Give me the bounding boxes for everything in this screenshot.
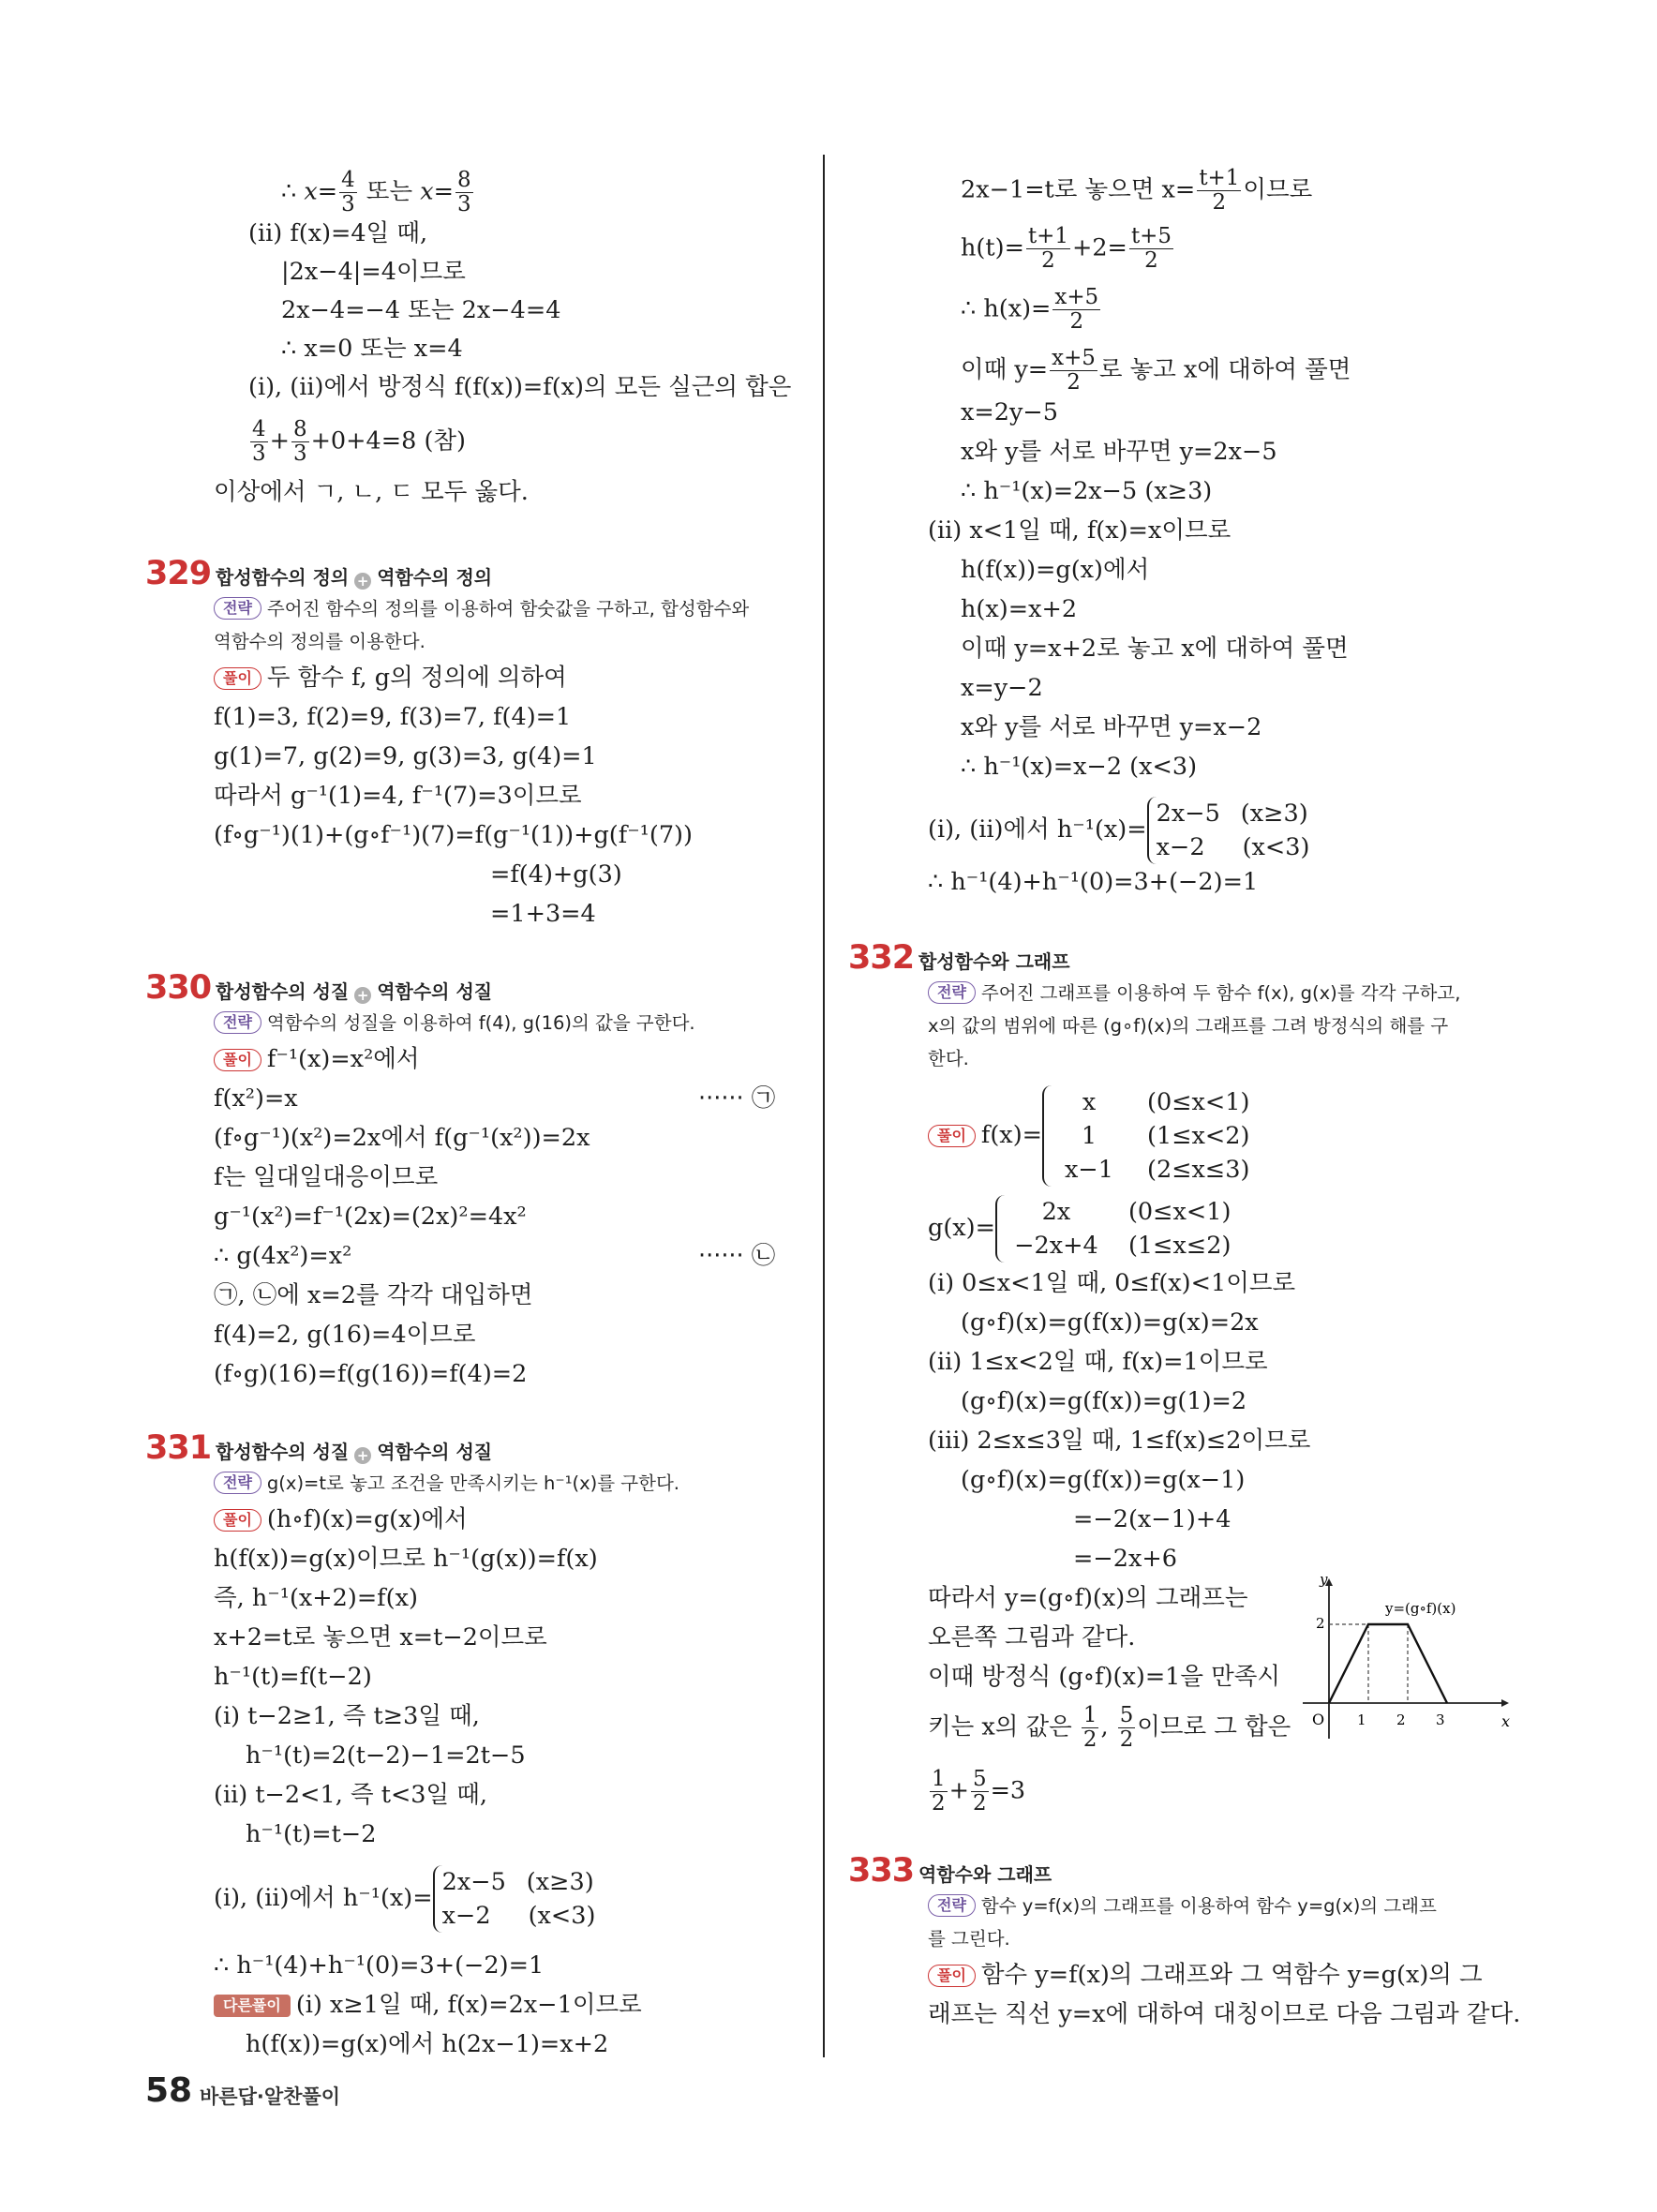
x-tick-label: 2: [1396, 1711, 1406, 1728]
p331c-cases: (ⅰ), (ⅱ)에서 h⁻¹(x)= 2x−5 (x≥3) x−2 (x<3): [928, 797, 1313, 864]
p329-line: 따라서 g⁻¹(1)=4, f⁻¹(7)=3이므로: [214, 782, 582, 810]
solution-tag: 풀이: [214, 667, 261, 690]
p332-line: (ⅲ) 2≤x≤3일 때, 1≤f(x)≤2이므로: [928, 1427, 1311, 1455]
curve-label: y=(g∘f)(x): [1385, 1600, 1456, 1617]
alternative-solution-331: 다른풀이 (ⅰ) x≥1일 때, f(x)=2x−1이므로: [214, 1989, 642, 2021]
problem-title-329: 합성함수의 정의 + 역함수의 정의: [216, 566, 493, 590]
p331-line: 즉, h⁻¹(x+2)=f(x): [214, 1584, 418, 1612]
origin-label: O: [1312, 1711, 1325, 1728]
solution-tag: 풀이: [928, 1965, 976, 1987]
p331c-line-4: 이때 y= $\frac{x+5}{2}$ 로 놓고 x에 대하여 풀면: [961, 346, 1351, 396]
p332-line: (g∘f)(x)=g(f(x))=g(x−1): [961, 1466, 1246, 1494]
p331c-line: x=y−2: [961, 674, 1043, 702]
p331c-line: h(x)=x+2: [961, 595, 1078, 623]
plus-icon: +: [354, 573, 371, 590]
problem-number-331: 331: [145, 1429, 212, 1467]
p332-line-12: 키는 x의 값은 $\frac{1}{2}$ , $\frac{5}{2}$ 이므로 그 합은: [928, 1703, 1291, 1753]
p330-line: (f∘g)(16)=f(g(16))=f(4)=2: [214, 1360, 528, 1388]
p328-conclusion: 이상에서 ㄱ, ㄴ, ㄷ 모두 옳다.: [214, 478, 529, 506]
solution-333: 풀이 함수 y=f(x)의 그래프와 그 역함수 y=g(x)의 그: [928, 1959, 1483, 1991]
solution-333-line-2: 래프는 직선 y=x에 대하여 대칭이므로 다음 그림과 같다.: [928, 2000, 1521, 2028]
p331c-line: (ⅱ) x<1일 때, f(x)=x이므로: [928, 516, 1232, 545]
p331-cases: (ⅰ), (ⅱ)에서 h⁻¹(x)= 2x−5 (x≥3) x−2 (x<3): [214, 1865, 599, 1933]
p330-line: ㉠, ㉡에 x=2를 각각 대입하면: [214, 1281, 533, 1309]
p331c-line: 이때 y=x+2로 놓고 x에 대하여 풀면: [961, 635, 1349, 663]
problem-title-331: 합성함수의 성질 + 역함수의 성질: [216, 1441, 493, 1464]
x-tick-label: 1: [1357, 1711, 1366, 1728]
piecewise-brace: 2x (0≤x<1) −2x+4 (1≤x≤2): [995, 1195, 1234, 1263]
p329-line: =f(4)+g(3): [490, 860, 622, 889]
solution-tag: 풀이: [214, 1509, 261, 1532]
problem-number-332: 332: [848, 939, 915, 977]
equation-mark-1: ······ ㉠: [698, 1084, 776, 1113]
strategy-tag: 전략: [214, 1011, 261, 1034]
p329-line: (f∘g⁻¹)(1)+(g∘f⁻¹)(7)=f(g⁻¹(1))+g(f⁻¹(7)): [214, 821, 693, 849]
p331-line: (ⅱ) t−2<1, 즉 t<3일 때,: [214, 1781, 488, 1809]
p331c-result: ∴ h⁻¹(4)+h⁻¹(0)=3+(−2)=1: [928, 868, 1259, 896]
p328-line-6: (ⅰ), (ⅱ)에서 방정식 f(f(x))=f(x)의 모든 실근의 합은: [248, 373, 792, 401]
equation-mark-2: ······ ㉡: [698, 1242, 776, 1270]
p331-line: (ⅰ) t−2≥1, 즉 t≥3일 때,: [214, 1702, 480, 1730]
p331-line: h⁻¹(t)=2(t−2)−1=2t−5: [246, 1741, 526, 1770]
strategy-331: 전략 g(x)=t로 놓고 조건을 만족시키는 h⁻¹(x)를 구한다.: [214, 1468, 679, 1500]
p331-line: h⁻¹(t)=t−2: [246, 1820, 377, 1848]
p329-line: f(1)=3, f(2)=9, f(3)=7, f(4)=1: [214, 703, 572, 731]
strategy-tag: 전략: [928, 981, 976, 1004]
p330-line: f(4)=2, g(16)=4이므로: [214, 1321, 476, 1349]
g-definition: g(x)= 2x (0≤x<1) −2x+4 (1≤x≤2): [928, 1195, 1234, 1263]
column-divider: [823, 155, 825, 2057]
p331c-line-2: h(t)= $\frac{t+1}{2}$ +2= $\frac{t+5}{2}$: [961, 224, 1172, 274]
p330-line: ∴ g(4x²)=x²: [214, 1242, 352, 1270]
problem-number-329: 329: [145, 555, 212, 592]
solution-330: 풀이 f⁻¹(x)=x²에서: [214, 1043, 420, 1075]
strategy-333: 전략 함수 y=f(x)의 그래프를 이용하여 함수 y=g(x)의 그래프: [928, 1891, 1437, 1922]
p332-line: (ⅰ) 0≤x<1일 때, 0≤f(x)<1이므로: [928, 1269, 1296, 1297]
p328-line-5: ∴ x=0 또는 x=4: [281, 335, 463, 363]
piecewise-brace: 2x−5 (x≥3) x−2 (x<3): [1147, 797, 1314, 864]
strategy-332: 전략 주어진 그래프를 이용하여 두 함수 f(x), g(x)를 각각 구하고,: [928, 978, 1460, 1009]
p332-line: 오른쪽 그림과 같다.: [928, 1623, 1136, 1652]
fraction-4-3: $\frac{4}{3}$: [341, 168, 355, 217]
page-number: 58: [145, 2071, 193, 2110]
p328-line-2: (ⅱ) f(x)=4일 때,: [248, 219, 428, 247]
strategy-329: 전략 주어진 함수의 정의를 이용하여 함숫값을 구하고, 합성함수와: [214, 593, 749, 625]
x-axis-label: x: [1501, 1712, 1511, 1730]
p328-line-1: ∴ x= $\frac{4}{3}$ 또는 x= $\frac{8}{3}$: [281, 168, 471, 217]
problem-title-330: 합성함수의 성질 + 역함수의 성질: [216, 980, 493, 1004]
p331c-line: x와 y를 서로 바꾸면 y=x−2: [961, 713, 1262, 741]
solution-tag: 풀이: [928, 1125, 976, 1147]
strategy-329-line-2: 역함수의 정의를 이용한다.: [214, 631, 425, 652]
p331c-line: x=2y−5: [961, 398, 1058, 426]
p328-line-4: 2x−4=−4 또는 2x−4=4: [281, 296, 561, 324]
p332-line: 따라서 y=(g∘f)(x)의 그래프는: [928, 1584, 1248, 1612]
piecewise-brace: 2x−5 (x≥3) x−2 (x<3): [433, 1865, 600, 1933]
p329-line: g(1)=7, g(2)=9, g(3)=3, g(4)=1: [214, 742, 597, 770]
x-tick-label: 3: [1436, 1711, 1445, 1728]
problem-title-333: 역함수와 그래프: [918, 1863, 1052, 1886]
p328-line-7: $\frac{4}{3}$ + $\frac{8}{3}$ +0+4=8 (참): [252, 417, 466, 467]
f-definition: 풀이 f(x)= x (0≤x<1) 1 (1≤x<2) x−1 (2≤x≤3): [928, 1085, 1253, 1187]
problem-number-330: 330: [145, 969, 212, 1007]
p332-line-13: $\frac{1}{2}$ + $\frac{5}{2}$ =3: [932, 1767, 1026, 1816]
p331-alt-line: h(f(x))=g(x)에서 h(2x−1)=x+2: [246, 2030, 609, 2058]
composite-function-graph: [1293, 1571, 1511, 1743]
p332-line: =−2x+6: [1073, 1545, 1177, 1573]
strategy-332-line-2: x의 값의 범위에 따른 (g∘f)(x)의 그래프를 그려 방정식의 해를 구: [928, 1015, 1449, 1037]
p330-line: f는 일대일대응이므로: [214, 1163, 439, 1191]
alternative-tag: 다른풀이: [214, 1995, 291, 2017]
p331-line: x+2=t로 놓으면 x=t−2이므로: [214, 1623, 547, 1652]
problem-number-333: 333: [848, 1852, 915, 1890]
plus-icon: +: [354, 987, 371, 1004]
strategy-332-line-3: 한다.: [928, 1048, 969, 1069]
problem-title-332: 합성함수와 그래프: [918, 950, 1070, 973]
strategy-tag: 전략: [214, 597, 261, 620]
p331-line: h(f(x))=g(x)이므로 h⁻¹(g(x))=f(x): [214, 1545, 598, 1573]
p331c-line: ∴ h⁻¹(x)=x−2 (x<3): [961, 753, 1198, 781]
plus-icon: +: [354, 1447, 371, 1464]
p329-line: =1+3=4: [490, 900, 596, 928]
piecewise-brace: x (0≤x<1) 1 (1≤x<2) x−1 (2≤x≤3): [1042, 1085, 1253, 1187]
solution-tag: 풀이: [214, 1049, 261, 1071]
p331c-line: x와 y를 서로 바꾸면 y=2x−5: [961, 438, 1277, 466]
p332-line: 이때 방정식 (g∘f)(x)=1을 만족시: [928, 1663, 1281, 1691]
solution-329: 풀이 두 함수 f, g의 정의에 의하여: [214, 662, 567, 694]
p330-line: f(x²)=x: [214, 1084, 298, 1113]
strategy-330: 전략 역함수의 성질을 이용하여 f(4), g(16)의 값을 구한다.: [214, 1008, 695, 1039]
y-tick-label: 2: [1316, 1615, 1325, 1632]
p328-line-3: |2x−4|=4이므로: [281, 258, 466, 286]
book-title: 바른답·알찬풀이: [200, 2085, 340, 2108]
graph-curve: [1329, 1624, 1447, 1703]
p332-line: (g∘f)(x)=g(f(x))=g(1)=2: [961, 1387, 1247, 1415]
y-axis-label: y: [1320, 1571, 1328, 1588]
p331c-line-1: 2x−1=t로 놓으면 x= $\frac{t+1}{2}$ 이므로: [961, 166, 1313, 216]
p331c-line-3: ∴ h(x)= $\frac{x+5}{2}$: [961, 285, 1099, 335]
p332-line: (g∘f)(x)=g(f(x))=g(x)=2x: [961, 1308, 1259, 1337]
strategy-tag: 전략: [928, 1894, 976, 1917]
p331c-line: h(f(x))=g(x)에서: [961, 556, 1150, 584]
p330-line: g⁻¹(x²)=f⁻¹(2x)=(2x)²=4x²: [214, 1203, 527, 1231]
x-axis-arrow-icon: [1501, 1699, 1509, 1707]
fraction-8-3: $\frac{8}{3}$: [456, 168, 471, 217]
p330-line: (f∘g⁻¹)(x²)=2x에서 f(g⁻¹(x²))=2x: [214, 1124, 590, 1152]
p331-result: ∴ h⁻¹(4)+h⁻¹(0)=3+(−2)=1: [214, 1951, 545, 1980]
solution-331: 풀이 (h∘f)(x)=g(x)에서: [214, 1503, 468, 1535]
p332-line: =−2(x−1)+4: [1073, 1505, 1232, 1533]
p332-line: (ⅱ) 1≤x<2일 때, f(x)=1이므로: [928, 1348, 1268, 1376]
strategy-333-line-2: 를 그린다.: [928, 1928, 1010, 1950]
p331c-line: ∴ h⁻¹(x)=2x−5 (x≥3): [961, 477, 1213, 505]
p331-line: h⁻¹(t)=f(t−2): [214, 1663, 372, 1691]
strategy-tag: 전략: [214, 1472, 261, 1494]
